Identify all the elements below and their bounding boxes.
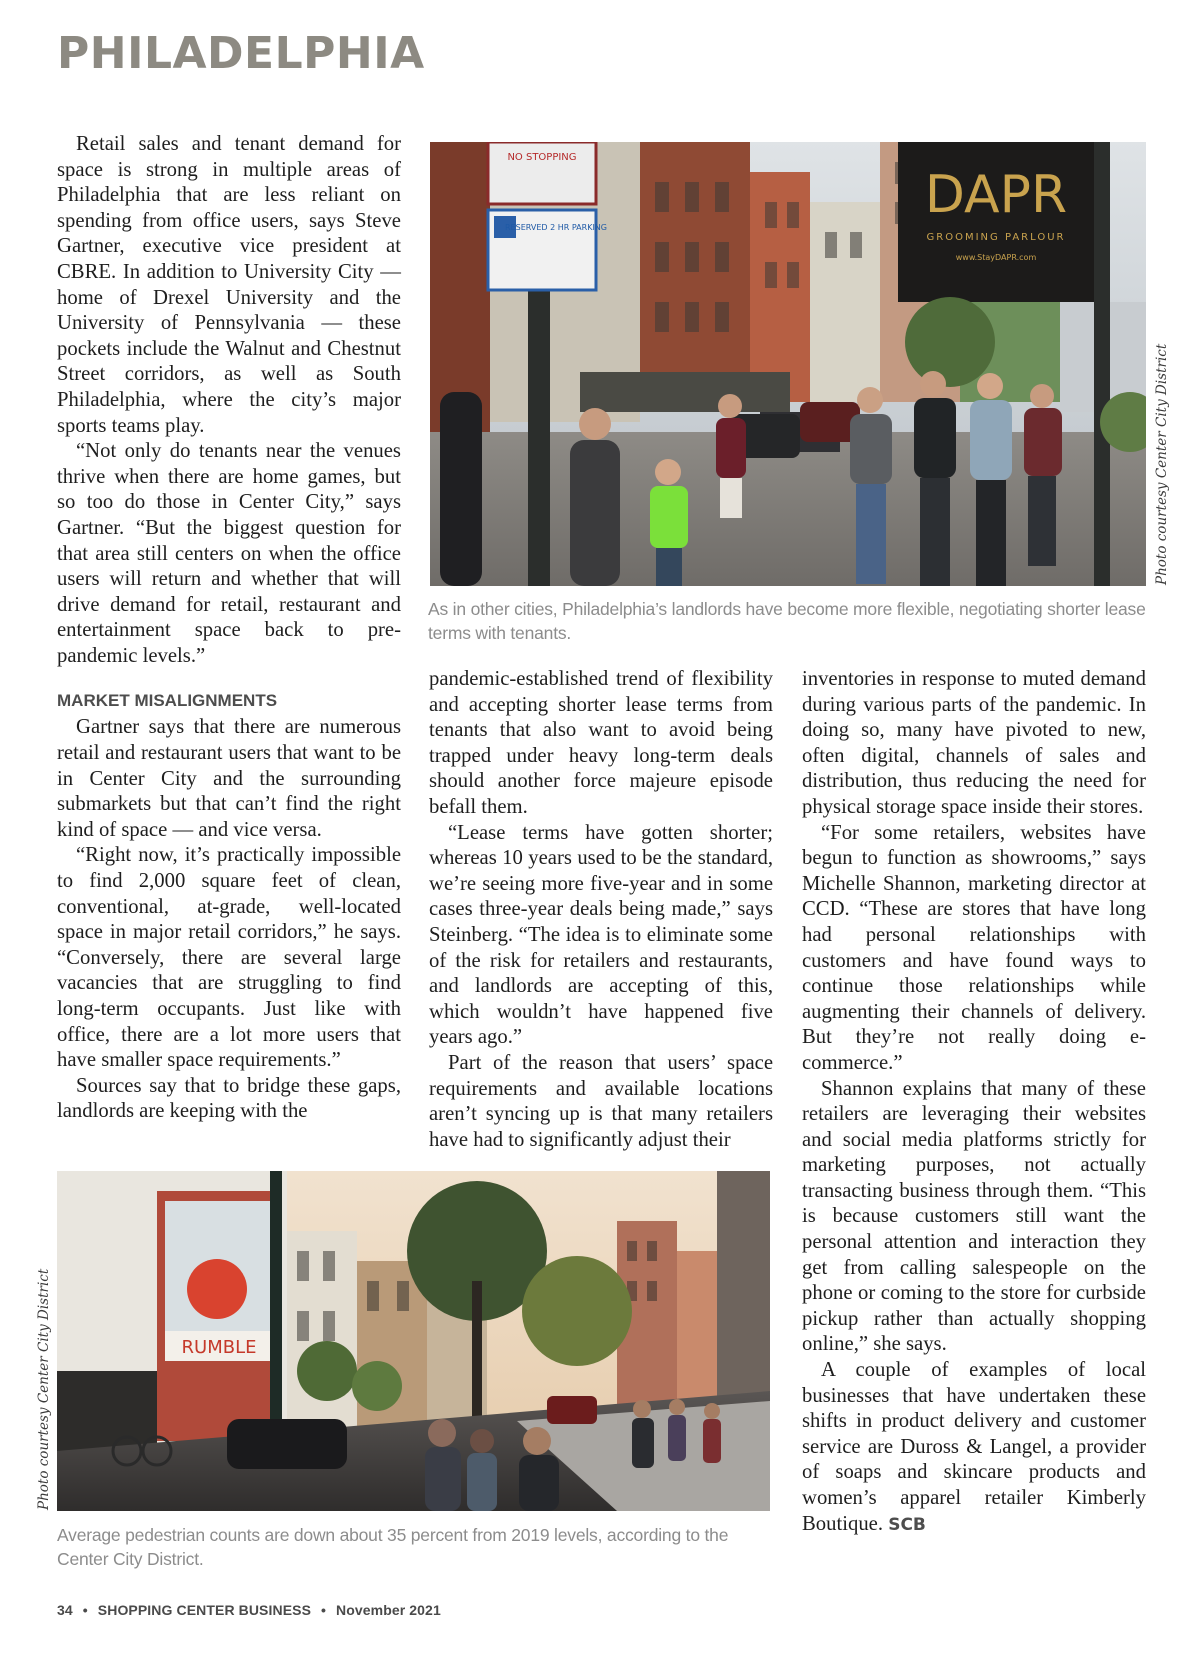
paragraph: Shannon explains that many of these retailers are leveraging their websites and social media platforms strictly for marketing purposes, not actually transacting business through them. “This is because customers still want the personal attention and interaction they get from calling salespeople on the phone or coming to the store for curbside pickup rather than actually shopping online,” she says. <box>802 1077 1146 1356</box>
end-mark: SCB <box>888 1514 926 1535</box>
folio-separator: • <box>82 1602 88 1618</box>
article-column-1 <box>57 132 401 1125</box>
paragraph: Retail sales and tenant demand for space is strong in multiple areas of Philadelphia that are less reliant on spending from office users, says Steve Gartner, executive vice president at CBRE. In addition to University City — home of Drexel University and the University of Pennsylvania — these pockets include the Walnut and Chestnut Street corridors, as well as South Philadelphia, where the city’s major sports teams play. <box>57 133 401 437</box>
page-number: 34 <box>57 1602 73 1618</box>
paragraph: “Not only do tenants near the venues thrive when there are home games, but so too do those in Center City,” says Gartner. “But the biggest question for that area still centers on when the office users will return and whether that will drive demand for retail, restaurant and entertainment space back to pre-pandemic levels.” <box>57 440 401 667</box>
store-sign-subtext: GROOMING PARLOUR <box>926 232 1066 243</box>
street-photo-pedestrians <box>57 1171 770 1511</box>
paragraph: “Right now, it’s practically impossible to find 2,000 square feet of clean, conventional, at-grade, well-located space in major retail corridors,” he says. “Conversely, there are several large vacancies that are struggling to find long-term occupants. Just like with office, there are a lot more users that have smaller space requirements.” <box>57 844 401 1072</box>
street-sign-no-stopping: NO STOPPING <box>507 152 577 163</box>
paragraph <box>802 1358 1146 1538</box>
street-sign-parking: RESERVED 2 HR PARKING <box>505 223 607 232</box>
photo-credit-2: Photo courtesy Center City District <box>36 1268 52 1510</box>
store-sign-rumble: RUMBLE <box>181 1337 257 1358</box>
folio-separator: • <box>321 1602 327 1618</box>
photo-credit-1: Photo courtesy Center City District <box>1154 343 1170 585</box>
store-sign-url: www.StayDAPR.com <box>955 253 1037 262</box>
store-sign-dapr: DAPR <box>924 165 1068 225</box>
issue-date: November 2021 <box>336 1602 441 1618</box>
paragraph: pandemic-established trend of flexibility and accepting shorter lease terms from tenants that also want to avoid being trapped under heavy long-term deals should another force majeure episode befall them. <box>429 668 773 818</box>
article-column-3 <box>802 667 1146 1538</box>
paragraph-text: A couple of examples of local businesses that have undertaken these shifts in product delivery and customer service are Duross & Langel, a provider of soaps and skincare products and women’s apparel retailer Kimberly Boutique. <box>802 1359 1146 1535</box>
paragraph: “Lease terms have gotten shorter; whereas 10 years used to be the standard, we’re seeing more five-year and in some cases three-year deals being made,” says Steinberg. “The idea is to eliminate some of the risk for retailers and restaurants, and landlords are accepting of this, which wouldn’t have happened five years ago.” <box>429 821 773 1049</box>
street-photo-illustration <box>430 142 1146 586</box>
paragraph: Part of the reason that users’ space requirements and available locations aren’t syncing up is that many retailers have had to significantly adjust their <box>429 1051 773 1151</box>
photo-caption-1: As in other cities, Philadelphia’s landlords have become more flexible, negotiating shorter lease terms with tenants. <box>428 599 1146 643</box>
street-photo-dapr <box>430 142 1146 586</box>
section-title: PHILADELPHIA <box>57 28 425 79</box>
article-column-2 <box>429 667 773 1153</box>
page-folio <box>57 1602 446 1618</box>
subheading: MARKET MISALIGNMENTS <box>57 691 278 711</box>
photo-caption-2: Average pedestrian counts are down about 35 percent from 2019 levels, according to the Center City District. <box>57 1525 729 1569</box>
paragraph: Gartner says that there are numerous retail and restaurant users that want to be in Center City and the surrounding submarkets but that can’t find the right kind of space — and vice versa. <box>57 716 401 841</box>
paragraph: inventories in response to muted demand during various parts of the pandemic. In doing so, many have pivoted to new, often digital, channels of sales and distribution, thus reducing the need for physical storage space inside their stores. <box>802 668 1146 818</box>
street-photo-illustration <box>57 1171 770 1511</box>
publication-name: SHOPPING CENTER BUSINESS <box>97 1602 312 1618</box>
paragraph: Sources say that to bridge these gaps, landlords are keeping with the <box>57 1074 401 1123</box>
paragraph: “For some retailers, websites have begun to function as showrooms,” says Michelle Shannon, marketing director at CCD. “These are stores that have long had personal relationships with customers and have found ways to continue those relationships while augmenting their channels of delivery. But they’re not really doing e-commerce.” <box>802 821 1146 1074</box>
